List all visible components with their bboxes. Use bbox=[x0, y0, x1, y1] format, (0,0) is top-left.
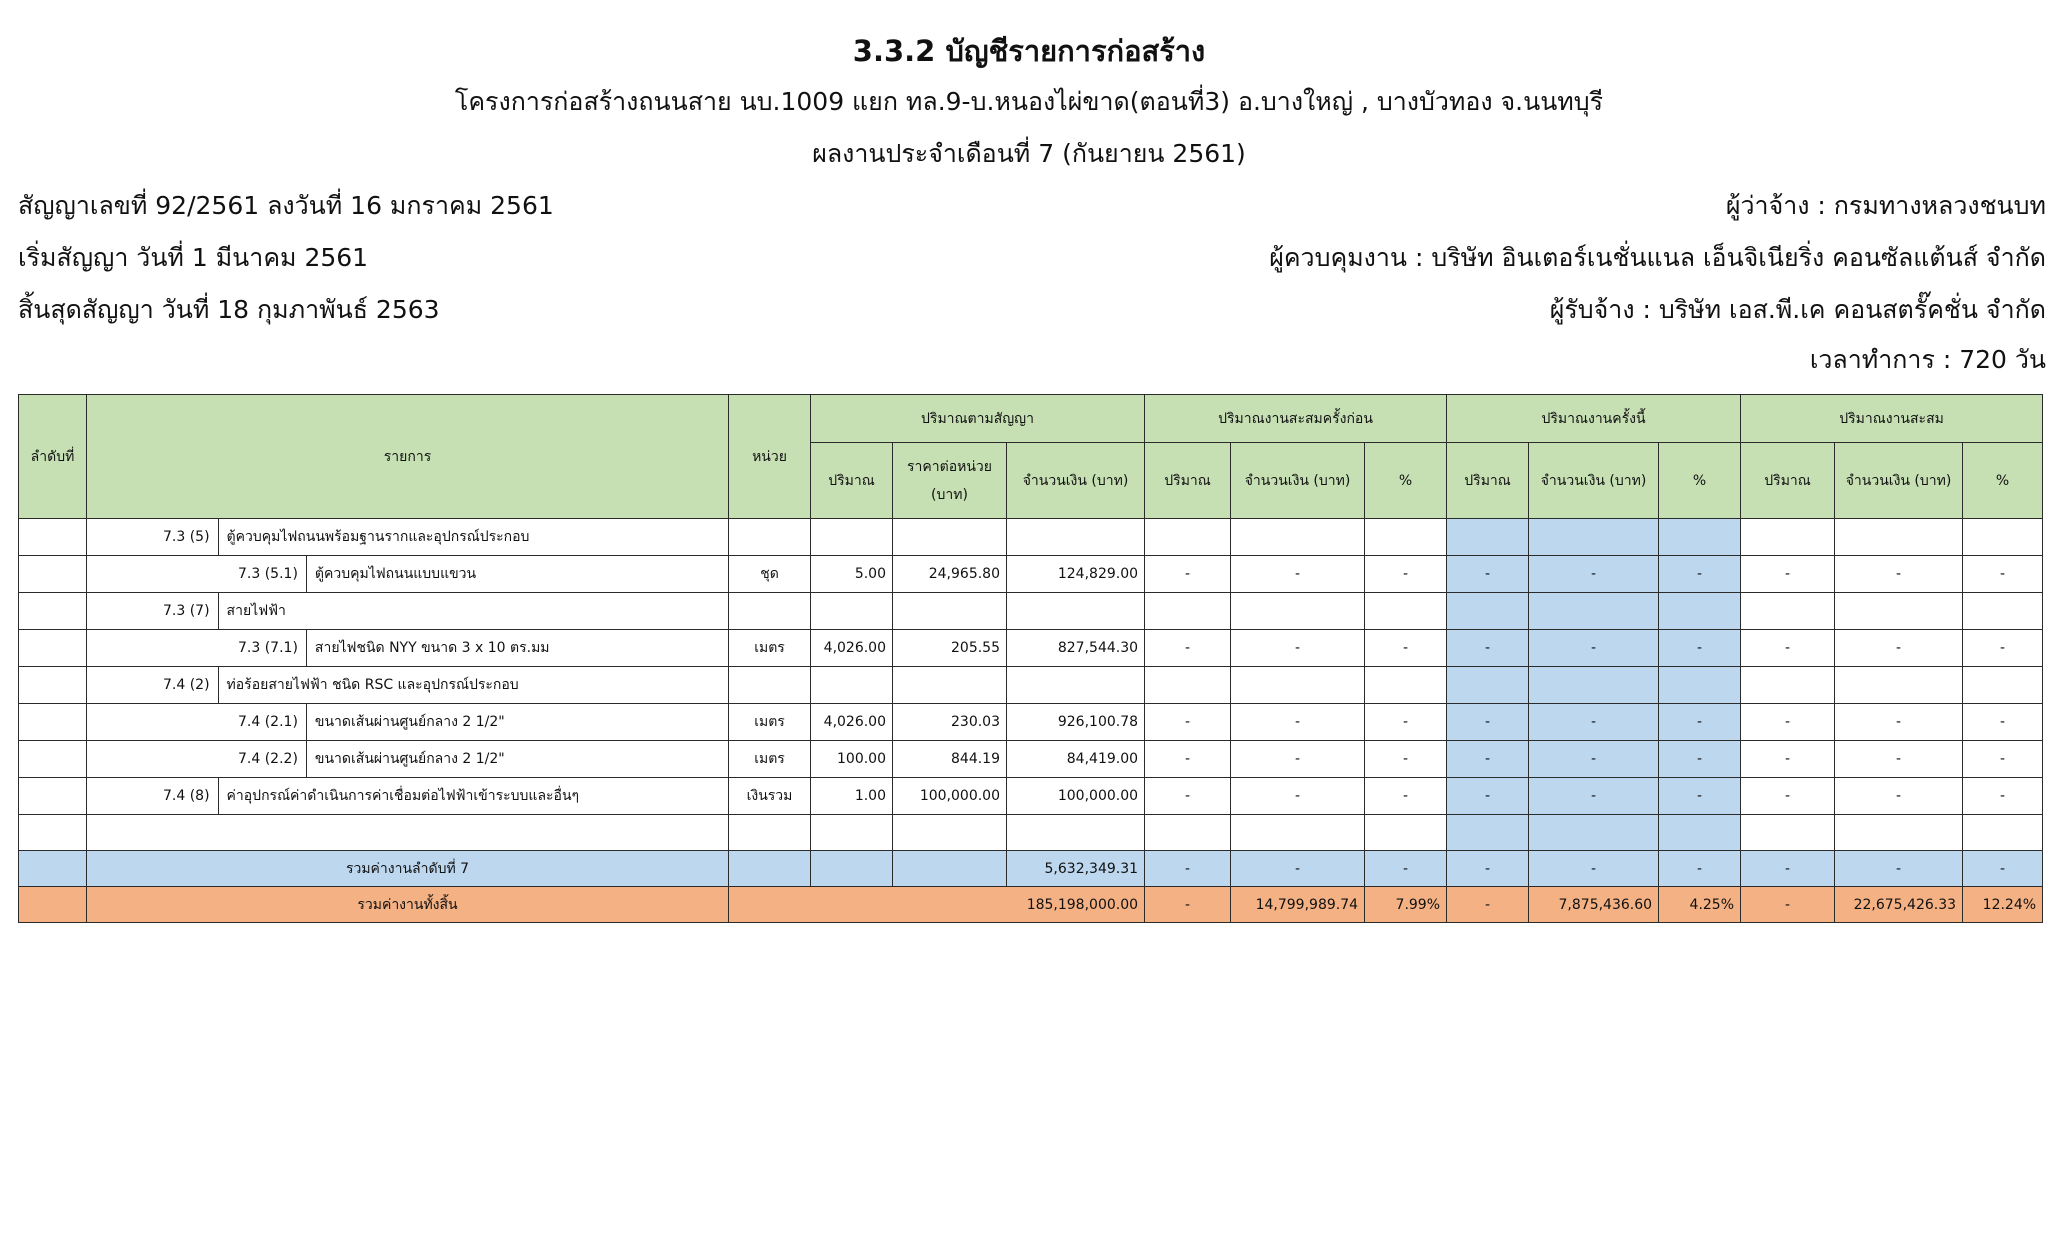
cumulative-total-amount: 22,675,426.33 bbox=[1835, 887, 1963, 923]
empty-cell bbox=[729, 815, 811, 851]
dash-cell: - bbox=[1741, 741, 1835, 778]
dash-cell bbox=[1447, 519, 1529, 556]
header-percent: % bbox=[1365, 443, 1447, 519]
dash-cell: - bbox=[1365, 778, 1447, 815]
current-total-percent: 4.25% bbox=[1659, 887, 1741, 923]
item-code: 7.4 (2.1) bbox=[238, 704, 307, 740]
item-description: สายไฟชนิด NYY ขนาด 3 x 10 ตร.มม bbox=[314, 640, 550, 656]
item-description-cell bbox=[87, 630, 729, 667]
item-code: 7.4 (8) bbox=[163, 778, 219, 814]
table-row bbox=[19, 667, 2043, 704]
empty-cell bbox=[1231, 815, 1365, 851]
unit-price-cell: 24,965.80 bbox=[893, 556, 1007, 593]
empty-cell bbox=[1659, 815, 1741, 851]
dash-cell: - bbox=[1447, 741, 1529, 778]
unit-price-cell bbox=[893, 593, 1007, 630]
dash-cell: - bbox=[1447, 704, 1529, 741]
item-code: 7.3 (7.1) bbox=[238, 630, 307, 666]
contractor: ผู้รับจ้าง : บริษัท เอส.พี.เค คอนสตรั๊คชั่น จำกัด bbox=[1549, 295, 2046, 324]
dash-cell bbox=[1365, 593, 1447, 630]
dash-cell: - bbox=[1741, 778, 1835, 815]
dash-cell: - bbox=[1231, 704, 1365, 741]
dash-cell: - bbox=[1529, 851, 1659, 887]
contract-number: สัญญาเลขที่ 92/2561 ลงวันที่ 16 มกราคม 2561 bbox=[18, 191, 554, 220]
dash-cell: - bbox=[1963, 778, 2043, 815]
dash-cell: - bbox=[1741, 851, 1835, 887]
amount-cell: 100,000.00 bbox=[1007, 778, 1145, 815]
header-percent: % bbox=[1963, 443, 2043, 519]
subtotal-row bbox=[19, 851, 2043, 887]
dash-cell: - bbox=[1145, 887, 1231, 923]
table-row bbox=[19, 741, 2043, 778]
cumulative-total-percent: 12.24% bbox=[1963, 887, 2043, 923]
header-group-contract: ปริมาณตามสัญญา bbox=[811, 395, 1145, 443]
item-description-cell bbox=[87, 704, 729, 741]
header-qty: ปริมาณ bbox=[811, 443, 893, 519]
dash-cell bbox=[1231, 593, 1365, 630]
header-unit-price: ราคาต่อหน่วย (บาท) bbox=[893, 443, 1007, 519]
dash-cell: - bbox=[1231, 630, 1365, 667]
dash-cell: - bbox=[1145, 630, 1231, 667]
header-qty: ปริมาณ bbox=[1741, 443, 1835, 519]
grand-total-row bbox=[19, 887, 2043, 923]
unit-cell: เมตร bbox=[729, 741, 811, 778]
dash-cell bbox=[1365, 667, 1447, 704]
dash-cell: - bbox=[1835, 556, 1963, 593]
empty-cell bbox=[87, 815, 729, 851]
dash-cell: - bbox=[1835, 741, 1963, 778]
dash-cell bbox=[1231, 667, 1365, 704]
dash-cell: - bbox=[1963, 630, 2043, 667]
unit-price-cell bbox=[893, 519, 1007, 556]
dash-cell bbox=[1365, 519, 1447, 556]
dash-cell: - bbox=[1365, 741, 1447, 778]
amount-cell bbox=[1007, 593, 1145, 630]
empty-cell bbox=[893, 815, 1007, 851]
total-seq-cell bbox=[19, 887, 87, 923]
dash-cell bbox=[1741, 667, 1835, 704]
dash-cell: - bbox=[1659, 630, 1741, 667]
dash-cell: - bbox=[1659, 556, 1741, 593]
dash-cell bbox=[1963, 593, 2043, 630]
dash-cell bbox=[1835, 519, 1963, 556]
amount-cell: 124,829.00 bbox=[1007, 556, 1145, 593]
dash-cell bbox=[1447, 667, 1529, 704]
dash-cell: - bbox=[1231, 741, 1365, 778]
dash-cell: - bbox=[1145, 556, 1231, 593]
unit-cell: ชุด bbox=[729, 556, 811, 593]
empty-cell bbox=[1835, 815, 1963, 851]
dash-cell bbox=[1145, 667, 1231, 704]
table-row bbox=[19, 593, 2043, 630]
dash-cell: - bbox=[1835, 778, 1963, 815]
empty-cell bbox=[1529, 815, 1659, 851]
dash-cell bbox=[1529, 593, 1659, 630]
dash-cell: - bbox=[1145, 778, 1231, 815]
header-qty: ปริมาณ bbox=[1447, 443, 1529, 519]
dash-cell bbox=[1741, 593, 1835, 630]
dash-cell bbox=[1659, 519, 1741, 556]
dash-cell: - bbox=[1835, 851, 1963, 887]
item-description: ท่อร้อยสายไฟฟ้า ชนิด RSC และอุปกรณ์ประกอบ bbox=[226, 677, 519, 693]
dash-cell bbox=[1447, 593, 1529, 630]
empty-cell bbox=[1963, 815, 2043, 851]
header-qty: ปริมาณ bbox=[1145, 443, 1231, 519]
item-description-cell bbox=[87, 593, 729, 630]
item-description-cell bbox=[87, 519, 729, 556]
header-amount: จำนวนเงิน (บาท) bbox=[1007, 443, 1145, 519]
item-description: ขนาดเส้นผ่านศูนย์กลาง 2 1/2" bbox=[314, 751, 505, 767]
subtotal-amount: 5,632,349.31 bbox=[1007, 851, 1145, 887]
dash-cell bbox=[1145, 519, 1231, 556]
header-unit: หน่วย bbox=[729, 395, 811, 519]
dash-cell: - bbox=[1529, 556, 1659, 593]
dash-cell: - bbox=[1447, 556, 1529, 593]
subtotal-qty-cell bbox=[811, 851, 893, 887]
item-code: 7.3 (5) bbox=[163, 519, 219, 555]
unit-cell: เมตร bbox=[729, 704, 811, 741]
contract-end: สิ้นสุดสัญญา วันที่ 18 กุมภาพันธ์ 2563 bbox=[18, 295, 440, 324]
qty-cell: 5.00 bbox=[811, 556, 893, 593]
empty-cell bbox=[1447, 815, 1529, 851]
dash-cell: - bbox=[1835, 704, 1963, 741]
seq-cell bbox=[19, 519, 87, 556]
table-row bbox=[19, 704, 2043, 741]
dash-cell: - bbox=[1963, 741, 2043, 778]
item-description: ตู้ควบคุมไฟถนนพร้อมฐานรากและอุปกรณ์ประกอบ bbox=[226, 529, 530, 545]
header-amount: จำนวนเงิน (บาท) bbox=[1529, 443, 1659, 519]
empty-cell bbox=[1741, 815, 1835, 851]
table-row bbox=[19, 519, 2043, 556]
dash-cell: - bbox=[1447, 887, 1529, 923]
contract-start: เริ่มสัญญา วันที่ 1 มีนาคม 2561 bbox=[18, 243, 369, 272]
dash-cell bbox=[1963, 667, 2043, 704]
dash-cell: - bbox=[1365, 556, 1447, 593]
dash-cell bbox=[1659, 667, 1741, 704]
dash-cell: - bbox=[1659, 704, 1741, 741]
seq-cell bbox=[19, 741, 87, 778]
seq-cell bbox=[19, 630, 87, 667]
item-description: สายไฟฟ้า bbox=[226, 603, 286, 619]
subtotal-unit-cell bbox=[729, 851, 811, 887]
qty-cell: 4,026.00 bbox=[811, 704, 893, 741]
header-amount: จำนวนเงิน (บาท) bbox=[1231, 443, 1365, 519]
dash-cell: - bbox=[1231, 851, 1365, 887]
table-row bbox=[19, 556, 2043, 593]
dash-cell: - bbox=[1231, 778, 1365, 815]
seq-cell bbox=[19, 667, 87, 704]
dash-cell: - bbox=[1741, 704, 1835, 741]
project-name: โครงการก่อสร้างถนนสาย นบ.1009 แยก ทล.9-บ.หนองไผ่ขาด(ตอนที่3) อ.บางใหญ่ , บางบัวทอง จ.นนทบุรี bbox=[454, 87, 1604, 116]
unit-price-cell: 205.55 bbox=[893, 630, 1007, 667]
qty-cell bbox=[811, 593, 893, 630]
amount-cell bbox=[1007, 667, 1145, 704]
prev-total-percent: 7.99% bbox=[1365, 887, 1447, 923]
dash-cell: - bbox=[1231, 556, 1365, 593]
employer: ผู้ว่าจ้าง : กรมทางหลวงชนบท bbox=[1725, 191, 2046, 220]
item-code: 7.4 (2.2) bbox=[238, 741, 307, 777]
seq-cell bbox=[19, 556, 87, 593]
dash-cell bbox=[1529, 519, 1659, 556]
dash-cell bbox=[1963, 519, 2043, 556]
qty-cell: 4,026.00 bbox=[811, 630, 893, 667]
unit-price-cell bbox=[893, 667, 1007, 704]
unit-price-cell: 230.03 bbox=[893, 704, 1007, 741]
dash-cell bbox=[1529, 667, 1659, 704]
empty-cell bbox=[811, 815, 893, 851]
empty-cell bbox=[1007, 815, 1145, 851]
item-description: ตู้ควบคุมไฟถนนแบบแขวน bbox=[314, 566, 477, 582]
dash-cell bbox=[1231, 519, 1365, 556]
dash-cell bbox=[1835, 667, 1963, 704]
subtotal-label: รวมค่างานลำดับที่ 7 bbox=[87, 851, 729, 887]
header-group-previous: ปริมาณงานสะสมครั้งก่อน bbox=[1145, 395, 1447, 443]
header-item: รายการ bbox=[87, 395, 729, 519]
dash-cell: - bbox=[1365, 704, 1447, 741]
dash-cell: - bbox=[1529, 630, 1659, 667]
item-code: 7.3 (5.1) bbox=[238, 556, 307, 592]
grand-total-label: รวมค่างานทั้งสิ้น bbox=[87, 887, 729, 923]
dash-cell: - bbox=[1447, 630, 1529, 667]
dash-cell: - bbox=[1145, 741, 1231, 778]
item-description-cell bbox=[87, 556, 729, 593]
dash-cell: - bbox=[1447, 851, 1529, 887]
dash-cell: - bbox=[1529, 741, 1659, 778]
item-description: ค่าอุปกรณ์ค่าดำเนินการค่าเชื่อมต่อไฟฟ้าเข้าระบบและอื่นๆ bbox=[226, 788, 580, 804]
amount-cell: 84,419.00 bbox=[1007, 741, 1145, 778]
seq-cell bbox=[19, 593, 87, 630]
dash-cell: - bbox=[1365, 630, 1447, 667]
item-description-cell bbox=[87, 741, 729, 778]
dash-cell bbox=[1741, 519, 1835, 556]
item-code: 7.3 (7) bbox=[163, 593, 219, 629]
dash-cell bbox=[1145, 593, 1231, 630]
subtotal-price-cell bbox=[893, 851, 1007, 887]
dash-cell: - bbox=[1963, 851, 2043, 887]
header-percent: % bbox=[1659, 443, 1741, 519]
dash-cell: - bbox=[1741, 630, 1835, 667]
dash-cell bbox=[1659, 593, 1741, 630]
dash-cell bbox=[1835, 593, 1963, 630]
table-row bbox=[19, 778, 2043, 815]
work-duration: เวลาทำการ : 720 วัน bbox=[1809, 345, 2046, 374]
unit-price-cell: 100,000.00 bbox=[893, 778, 1007, 815]
dash-cell: - bbox=[1659, 851, 1741, 887]
item-code: 7.4 (2) bbox=[163, 667, 219, 703]
unit-cell: เมตร bbox=[729, 630, 811, 667]
empty-row bbox=[19, 815, 2043, 851]
bill-of-quantities-table bbox=[18, 394, 2043, 923]
table-row bbox=[19, 630, 2043, 667]
item-description: ขนาดเส้นผ่านศูนย์กลาง 2 1/2" bbox=[314, 714, 505, 730]
document-title: 3.3.2 บัญชีรายการก่อสร้าง bbox=[852, 34, 1206, 68]
dash-cell: - bbox=[1963, 704, 2043, 741]
unit-cell bbox=[729, 593, 811, 630]
header-group-cumulative: ปริมาณงานสะสม bbox=[1741, 395, 2043, 443]
empty-cell bbox=[1145, 815, 1231, 851]
supervisor: ผู้ควบคุมงาน : บริษัท อินเตอร์เนชั่นแนล เอ็นจิเนียริ่ง คอนซัลแต้นส์ จำกัด bbox=[1269, 243, 2046, 272]
header-group-current: ปริมาณงานครั้งนี้ bbox=[1447, 395, 1741, 443]
seq-cell bbox=[19, 778, 87, 815]
report-period: ผลงานประจำเดือนที่ 7 (กันยายน 2561) bbox=[812, 139, 1246, 168]
amount-cell: 827,544.30 bbox=[1007, 630, 1145, 667]
dash-cell: - bbox=[1659, 741, 1741, 778]
dash-cell: - bbox=[1741, 887, 1835, 923]
item-description-cell bbox=[87, 778, 729, 815]
header-seq: ลำดับที่ bbox=[19, 395, 87, 519]
unit-cell: เงินรวม bbox=[729, 778, 811, 815]
current-total-amount: 7,875,436.60 bbox=[1529, 887, 1659, 923]
unit-cell bbox=[729, 519, 811, 556]
amount-cell: 926,100.78 bbox=[1007, 704, 1145, 741]
qty-cell bbox=[811, 667, 893, 704]
dash-cell: - bbox=[1145, 704, 1231, 741]
amount-cell bbox=[1007, 519, 1145, 556]
prev-total-amount: 14,799,989.74 bbox=[1231, 887, 1365, 923]
grand-total-amount: 185,198,000.00 bbox=[729, 887, 1145, 923]
item-description-cell bbox=[87, 667, 729, 704]
dash-cell: - bbox=[1741, 556, 1835, 593]
dash-cell: - bbox=[1529, 778, 1659, 815]
unit-cell bbox=[729, 667, 811, 704]
dash-cell: - bbox=[1365, 851, 1447, 887]
subtotal-seq-cell bbox=[19, 851, 87, 887]
empty-cell bbox=[1365, 815, 1447, 851]
unit-price-cell: 844.19 bbox=[893, 741, 1007, 778]
dash-cell: - bbox=[1835, 630, 1963, 667]
dash-cell: - bbox=[1659, 778, 1741, 815]
seq-cell bbox=[19, 704, 87, 741]
qty-cell: 1.00 bbox=[811, 778, 893, 815]
dash-cell: - bbox=[1447, 778, 1529, 815]
dash-cell: - bbox=[1963, 556, 2043, 593]
dash-cell: - bbox=[1529, 704, 1659, 741]
empty-cell bbox=[19, 815, 87, 851]
qty-cell bbox=[811, 519, 893, 556]
dash-cell: - bbox=[1145, 851, 1231, 887]
header-amount: จำนวนเงิน (บาท) bbox=[1835, 443, 1963, 519]
qty-cell: 100.00 bbox=[811, 741, 893, 778]
